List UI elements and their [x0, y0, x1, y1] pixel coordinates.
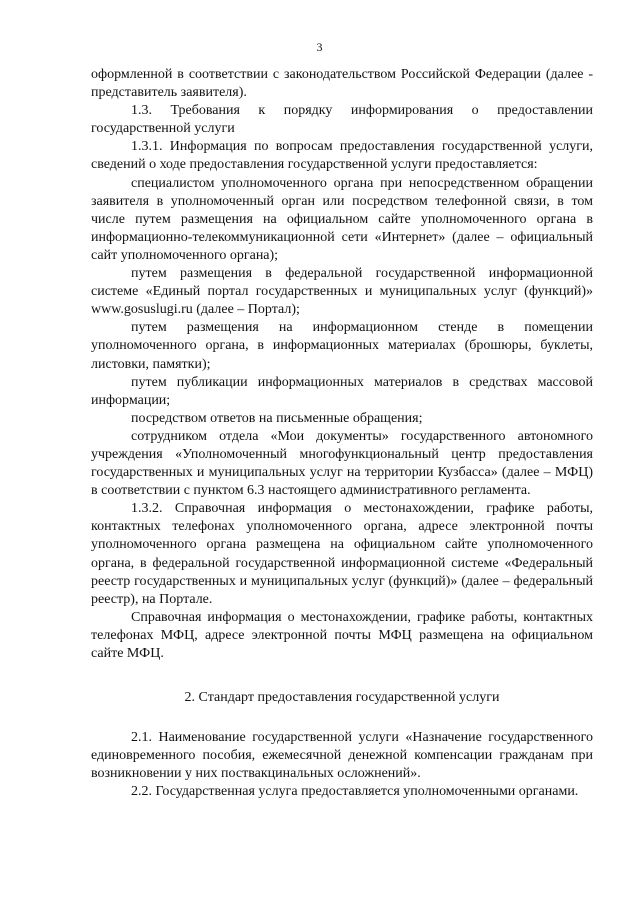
paragraph-mfc: сотрудником отдела «Мои документы» государственного автономного учреждения «Уполномоченный многофункциональный центр предоставления государственных и муниципальных услуг на территории Кузбасса» (далее – МФЦ) в соответствии с пунктом 6.3 настоящего административного регламента.	[91, 428, 593, 499]
paragraph-info-stand: путем размещения на информационном стенде в помещении уполномоченного органа, в информационных материалах (брошюры, буклеты, листовки, памятки);	[91, 320, 593, 372]
paragraph-portal: путем размещения в федеральной государственной информационной системе «Единый портал государственных и муниципальных услуг (функций)» www.gosuslugi.ru (далее – Портал);	[91, 266, 593, 318]
paragraph-2-2: 2.2. Государственная услуга предоставляется уполномоченными органами.	[131, 784, 579, 800]
paragraph-1-3-title: 1.3. Требования к порядку информирования о предоставлении государственной услуги	[91, 103, 593, 137]
paragraph-mass-media: путем публикации информационных материалов в средствах массовой информации;	[91, 374, 593, 408]
document-body	[91, 66, 593, 802]
paragraph-1-3-2: 1.3.2. Справочная информация о местонахождении, графике работы, контактных телефонах уполномоченного органа, адресе электронной почты уполномоченного органа размещена на официальном сайте уполномоченного органа, в федеральной государственной информационной системе «Федеральный реестр государственных и муниципальных услуг (функций)» (далее – федеральный реестр), на Портале.	[91, 501, 593, 607]
page-number: 3	[316, 40, 323, 54]
paragraph-continuation: оформленной в соответствии с законодательством Российской Федерации (далее - представитель заявителя).	[91, 67, 593, 101]
paragraph-mfc-reference: Справочная информация о местонахождении, графике работы, контактных телефонах МФЦ, адресе электронной почты МФЦ размещена на официальном сайте МФЦ.	[91, 609, 593, 661]
paragraph-written-requests: посредством ответов на письменные обращения;	[131, 410, 423, 426]
section-heading: 2. Стандарт предоставления государственной услуги	[184, 690, 500, 706]
paragraph-1-3-1: 1.3.1. Информация по вопросам предоставления государственной услуги, сведений о ходе предоставления государственной услуги предоставляется:	[91, 139, 593, 173]
paragraph-specialist: специалистом уполномоченного органа при непосредственном обращении заявителя в уполномоченный орган или посредством телефонной связи, в том числе путем размещения на официальном сайте уполномоченного органа в информационно-телекоммуникационной сети «Интернет» (далее – официальный сайт уполномоченного органа);	[91, 175, 593, 263]
paragraph-2-1: 2.1. Наименование государственной услуги «Назначение государственного единовременного пособия, ежемесячной денежной компенсации гражданам при возникновении у них поствакцинальных осложнений».	[91, 730, 593, 782]
